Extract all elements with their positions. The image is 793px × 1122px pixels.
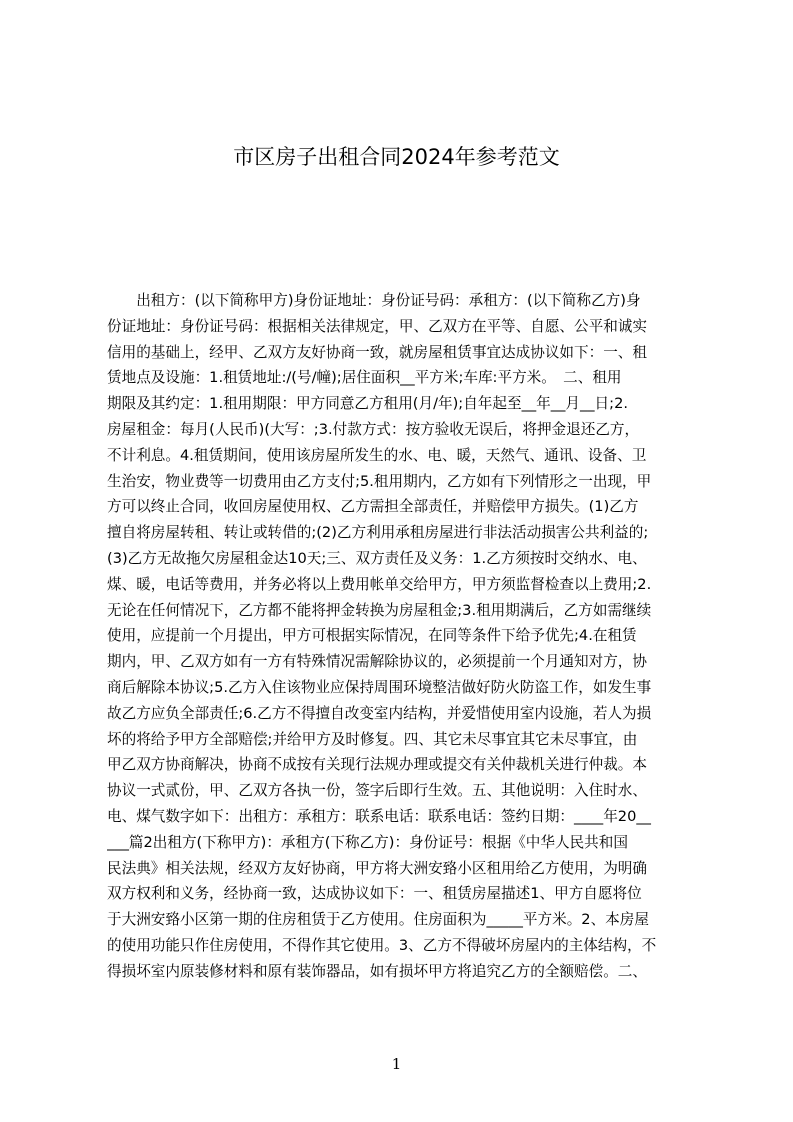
body-text-line: 甲乙双方协商解决，协商不成按有关现行法规办理或提交有关仲裁机关进行仲裁。本: [107, 756, 647, 774]
body-text-line: 不计利息。4.租赁期间，使用该房屋所发生的水、电、暖，天然气、通讯、设备、卫: [107, 446, 647, 464]
body-text-line: 煤、暖，电话等费用，并务必将以上费用帐单交给甲方，甲方须监督检查以上费用;2.: [107, 575, 652, 593]
body-text-line: 期限及其约定：1.租用期限：甲方同意乙方租用(月/年);自年起至__年__月__日;2.: [107, 395, 628, 413]
body-text-line: 民法典》相关法规，经双方友好协商，甲方将大洲安臵小区租用给乙方使用，为明确: [107, 859, 647, 877]
body-text-line: 信用的基础上，经甲、乙双方友好协商一致，就房屋租赁事宜达成协议如下：一、租: [107, 343, 647, 361]
body-text-line: 期内，甲、乙双方如有一方有特殊情况需解除协议的，必须提前一个月通知对方，协: [107, 653, 647, 671]
body-text-line: (3)乙方无故拖欠房屋租金达10天;三、双方责任及义务：1.乙方须按时交纳水、电、: [107, 549, 647, 567]
body-text-line: 擅自将房屋转租、转让或转借的;(2)乙方利用承租房屋进行非法活动损害公共利益的;: [107, 524, 649, 542]
body-text-line: 得损坏室内原装修材料和原有装饰器品，如有损坏甲方将追究乙方的全额赔偿。二、: [107, 962, 647, 980]
body-text-line: 赁地点及设施：1.租赁地址:/(号/幢);居住面积__平方米;车库:平方米。 二、租用: [107, 369, 622, 387]
body-text-line: 协议一式贰份，甲、乙双方各执一份，签字后即行生效。五、其他说明：入住时水、: [107, 782, 647, 800]
page-number: 1: [391, 1055, 402, 1073]
body-text-line: 商后解除本协议;5.乙方入住该物业应保持周围环境整洁做好防火防盗工作，如发生事: [107, 678, 652, 696]
body-text-line: 坏的将给予甲方全部赔偿;并给甲方及时修复。四、其它未尽事宜其它未尽事宜，由: [107, 730, 638, 748]
document-title: 市区房子出租合同2024年参考范文: [233, 145, 560, 169]
document-body: [107, 288, 697, 1003]
body-text-line: 双方权利和义务，经协商一致，达成协议如下：一、租赁房屋描述1、甲方自愿将位: [107, 885, 642, 903]
body-text-line: 份证地址：身份证号码：根据相关法律规定，甲、乙双方在平等、自愿、公平和诚实: [107, 317, 647, 335]
body-text-line: 电、煤气数字如下：出租方：承租方：联系电话：联系电话：签约日期：____年20__: [107, 807, 651, 825]
body-text-line: 无论在任何情况下，乙方都不能将押金转换为房屋租金;3.租用期满后，乙方如需继续: [107, 601, 652, 619]
body-text-line: 房屋租金：每月(人民币)(大写：;3.付款方式：按方验收无误后，将押金退还乙方，: [107, 420, 640, 438]
body-text-line: 方可以终止合同，收回房屋使用权、乙方需担全部责任，并赔偿甲方损失。(1)乙方: [107, 498, 639, 516]
body-text-line: 出租方：(以下简称甲方)身份证地址：身份证号码：承租方：(以下简称乙方)身: [107, 292, 641, 309]
body-text-line: 故乙方应负全部责任;6.乙方不得擅自改变室内结构，并爱惜使用室内设施，若人为损: [107, 704, 652, 722]
body-text-line: 的使用功能只作住房使用，不得作其它使用。3、乙方不得破坏房屋内的主体结构，不: [107, 936, 657, 954]
body-text-line: ___篇2出租方(下称甲方)：承租方(下称乙方)：身份证号：根据《中华人民共和国: [107, 833, 628, 851]
body-text-line: 使用，应提前一个月提出，甲方可根据实际情况，在同等条件下给予优先;4.在租赁: [107, 627, 637, 645]
body-text-line: 生治安，物业费等一切费用由乙方支付;5.租用期内，乙方如有下列情形之一出现，甲: [107, 472, 652, 490]
body-text-line: 于大洲安臵小区第一期的住房租赁于乙方使用。住房面积为_____平方米。2、本房屋: [107, 911, 649, 929]
